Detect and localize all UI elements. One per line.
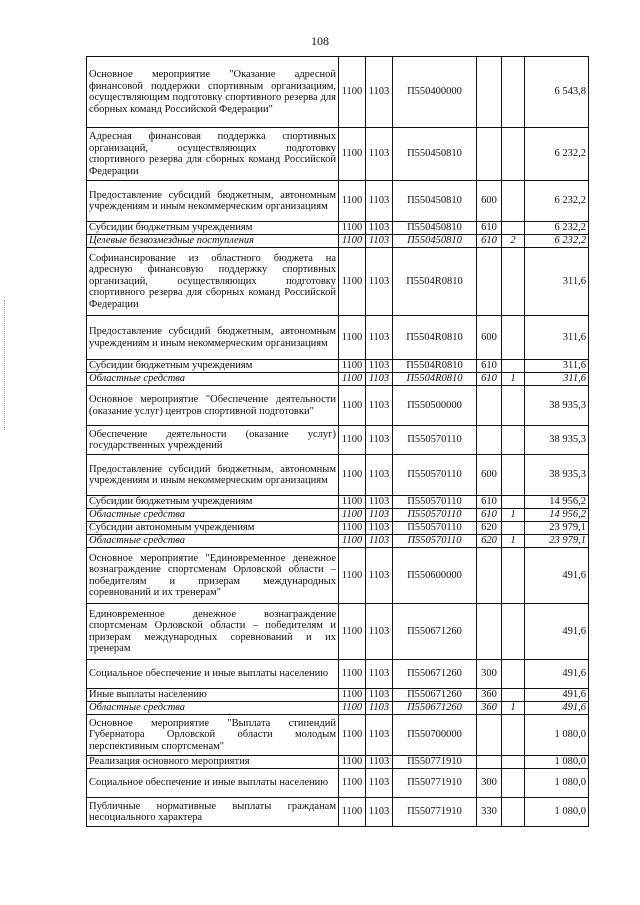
row-name-cell: Реализация основного мероприятия xyxy=(87,756,339,769)
row-source-cell xyxy=(502,660,525,689)
row-name-cell: Обеспечение деятельности (оказание услуг) государственных учреждений xyxy=(87,426,339,455)
row-name-cell: Основное мероприятие "Единовременное денежное вознаграждение спортсменам Орловской области – победителям и призерам международных соревнований и их тренерам" xyxy=(87,548,339,604)
row-subsection-cell: 1103 xyxy=(366,455,393,496)
table-row xyxy=(87,235,589,248)
row-target-article-cell: П550450810 xyxy=(393,181,477,222)
row-section-cell: 1100 xyxy=(339,426,366,455)
row-amount-cell: 491,6 xyxy=(525,604,589,660)
row-source-cell xyxy=(502,181,525,222)
row-subsection-cell: 1103 xyxy=(366,756,393,769)
row-expense-type-cell: 360 xyxy=(477,689,502,702)
row-subsection-cell: 1103 xyxy=(366,128,393,181)
row-name-cell: Областные средства xyxy=(87,702,339,715)
row-name-cell: Софинансирование из областного бюджета на адресную финансовую поддержку спортивных организаций, осуществляющих подготовку спортивного резерва для сборных команд Российской Федерации xyxy=(87,248,339,316)
row-source-cell xyxy=(502,128,525,181)
row-section-cell: 1100 xyxy=(339,548,366,604)
row-section-cell: 1100 xyxy=(339,756,366,769)
row-subsection-cell: 1103 xyxy=(366,769,393,798)
row-amount-cell: 491,6 xyxy=(525,548,589,604)
row-target-article-cell: П550600000 xyxy=(393,548,477,604)
row-amount-cell: 6 232,2 xyxy=(525,222,589,235)
table-row xyxy=(87,455,589,496)
row-section-cell: 1100 xyxy=(339,316,366,360)
row-subsection-cell: 1103 xyxy=(366,535,393,548)
row-section-cell: 1100 xyxy=(339,57,366,128)
row-source-cell xyxy=(502,57,525,128)
row-expense-type-cell: 600 xyxy=(477,455,502,496)
row-section-cell: 1100 xyxy=(339,522,366,535)
table-row xyxy=(87,360,589,373)
row-expense-type-cell xyxy=(477,57,502,128)
row-subsection-cell: 1103 xyxy=(366,373,393,386)
row-target-article-cell: П550671260 xyxy=(393,702,477,715)
row-expense-type-cell xyxy=(477,715,502,756)
row-expense-type-cell: 610 xyxy=(477,235,502,248)
row-source-cell xyxy=(502,455,525,496)
row-target-article-cell: П550570110 xyxy=(393,535,477,548)
table-row xyxy=(87,769,589,798)
row-name-cell: Областные средства xyxy=(87,373,339,386)
row-expense-type-cell: 610 xyxy=(477,373,502,386)
table-row xyxy=(87,522,589,535)
row-target-article-cell: П550570110 xyxy=(393,455,477,496)
row-name-cell: Иные выплаты населению xyxy=(87,689,339,702)
row-section-cell: 1100 xyxy=(339,373,366,386)
row-expense-type-cell xyxy=(477,604,502,660)
row-target-article-cell: П5504R0810 xyxy=(393,373,477,386)
row-amount-cell: 14 956,2 xyxy=(525,509,589,522)
table-row xyxy=(87,798,589,827)
row-section-cell: 1100 xyxy=(339,769,366,798)
row-subsection-cell: 1103 xyxy=(366,702,393,715)
scan-edge-marks xyxy=(4,300,7,430)
row-name-cell: Предоставление субсидий бюджетным, автономным учреждениям и иным некоммерческим организациям xyxy=(87,181,339,222)
row-target-article-cell: П5504R0810 xyxy=(393,316,477,360)
row-amount-cell: 311,6 xyxy=(525,373,589,386)
row-name-cell: Основное мероприятие "Обеспечение деятельности (оказание услуг) центров спортивной подготовки" xyxy=(87,386,339,426)
row-expense-type-cell xyxy=(477,426,502,455)
table-row xyxy=(87,181,589,222)
table-row xyxy=(87,604,589,660)
row-subsection-cell: 1103 xyxy=(366,604,393,660)
row-section-cell: 1100 xyxy=(339,222,366,235)
row-amount-cell: 311,6 xyxy=(525,248,589,316)
row-section-cell: 1100 xyxy=(339,604,366,660)
row-name-cell: Субсидии автономным учреждениям xyxy=(87,522,339,535)
row-target-article-cell: П550771910 xyxy=(393,769,477,798)
row-target-article-cell: П550671260 xyxy=(393,604,477,660)
row-name-cell: Адресная финансовая поддержка спортивных организаций, осуществляющих подготовку спортивного резерва для сборных команд Российской Федерации xyxy=(87,128,339,181)
row-amount-cell: 1 080,0 xyxy=(525,756,589,769)
row-amount-cell: 491,6 xyxy=(525,689,589,702)
table-row xyxy=(87,248,589,316)
row-subsection-cell: 1103 xyxy=(366,248,393,316)
row-subsection-cell: 1103 xyxy=(366,715,393,756)
row-source-cell xyxy=(502,496,525,509)
row-subsection-cell: 1103 xyxy=(366,235,393,248)
row-name-cell: Субсидии бюджетным учреждениям xyxy=(87,360,339,373)
row-amount-cell: 14 956,2 xyxy=(525,496,589,509)
row-name-cell: Публичные нормативные выплаты гражданам несоциального характера xyxy=(87,798,339,827)
row-source-cell xyxy=(502,522,525,535)
row-amount-cell: 6 232,2 xyxy=(525,181,589,222)
row-name-cell: Областные средства xyxy=(87,535,339,548)
table-row xyxy=(87,689,589,702)
row-name-cell: Субсидии бюджетным учреждениям xyxy=(87,496,339,509)
row-expense-type-cell: 600 xyxy=(477,181,502,222)
row-source-cell xyxy=(502,426,525,455)
row-section-cell: 1100 xyxy=(339,535,366,548)
row-expense-type-cell: 620 xyxy=(477,522,502,535)
row-source-cell xyxy=(502,798,525,827)
row-name-cell: Единовременное денежное вознаграждение спортсменам Орловской области – победителям и призерам международных соревнований и их тренерам xyxy=(87,604,339,660)
row-expense-type-cell: 600 xyxy=(477,316,502,360)
row-source-cell xyxy=(502,386,525,426)
table-row xyxy=(87,222,589,235)
row-source-cell: 2 xyxy=(502,235,525,248)
row-amount-cell: 38 935,3 xyxy=(525,386,589,426)
row-source-cell xyxy=(502,248,525,316)
row-expense-type-cell: 620 xyxy=(477,535,502,548)
row-name-cell: Основное мероприятие "Оказание адресной финансовой поддержки спортивным организациям, осуществляющим подготовку спортивного резерва для сборных команд Российской Федерации" xyxy=(87,57,339,128)
row-source-cell xyxy=(502,715,525,756)
table-row xyxy=(87,660,589,689)
row-source-cell xyxy=(502,604,525,660)
row-expense-type-cell: 330 xyxy=(477,798,502,827)
row-expense-type-cell: 360 xyxy=(477,702,502,715)
row-section-cell: 1100 xyxy=(339,660,366,689)
row-target-article-cell: П550570110 xyxy=(393,509,477,522)
row-section-cell: 1100 xyxy=(339,798,366,827)
row-source-cell xyxy=(502,316,525,360)
row-subsection-cell: 1103 xyxy=(366,360,393,373)
table-row xyxy=(87,702,589,715)
row-target-article-cell: П550570110 xyxy=(393,522,477,535)
table-row xyxy=(87,128,589,181)
row-target-article-cell: П550671260 xyxy=(393,660,477,689)
page-number: 108 xyxy=(311,34,329,48)
table-row xyxy=(87,715,589,756)
row-amount-cell: 1 080,0 xyxy=(525,798,589,827)
row-section-cell: 1100 xyxy=(339,360,366,373)
row-amount-cell: 6 543,8 xyxy=(525,57,589,128)
row-amount-cell: 491,6 xyxy=(525,702,589,715)
row-subsection-cell: 1103 xyxy=(366,496,393,509)
row-section-cell: 1100 xyxy=(339,715,366,756)
row-expense-type-cell: 300 xyxy=(477,660,502,689)
row-subsection-cell: 1103 xyxy=(366,548,393,604)
row-target-article-cell: П550450810 xyxy=(393,235,477,248)
table-row xyxy=(87,548,589,604)
row-expense-type-cell xyxy=(477,128,502,181)
row-section-cell: 1100 xyxy=(339,386,366,426)
row-expense-type-cell: 300 xyxy=(477,769,502,798)
row-amount-cell: 311,6 xyxy=(525,360,589,373)
budget-table xyxy=(86,56,589,827)
row-section-cell: 1100 xyxy=(339,702,366,715)
row-source-cell xyxy=(502,548,525,604)
table-row xyxy=(87,316,589,360)
table-row xyxy=(87,756,589,769)
row-subsection-cell: 1103 xyxy=(366,689,393,702)
row-target-article-cell: П550500000 xyxy=(393,386,477,426)
row-target-article-cell: П5504R0810 xyxy=(393,360,477,373)
row-amount-cell: 491,6 xyxy=(525,660,589,689)
row-name-cell: Предоставление субсидий бюджетным, автономным учреждениям и иным некоммерческим организациям xyxy=(87,455,339,496)
row-amount-cell: 38 935,3 xyxy=(525,455,589,496)
row-source-cell: 1 xyxy=(502,373,525,386)
row-subsection-cell: 1103 xyxy=(366,660,393,689)
row-source-cell xyxy=(502,222,525,235)
row-amount-cell: 1 080,0 xyxy=(525,715,589,756)
row-target-article-cell: П550570110 xyxy=(393,426,477,455)
row-source-cell xyxy=(502,756,525,769)
row-source-cell: 1 xyxy=(502,535,525,548)
row-section-cell: 1100 xyxy=(339,455,366,496)
table-row xyxy=(87,373,589,386)
row-target-article-cell: П550700000 xyxy=(393,715,477,756)
row-name-cell: Субсидии бюджетным учреждениям xyxy=(87,222,339,235)
row-target-article-cell: П550671260 xyxy=(393,689,477,702)
row-section-cell: 1100 xyxy=(339,181,366,222)
row-subsection-cell: 1103 xyxy=(366,509,393,522)
row-amount-cell: 23 979,1 xyxy=(525,535,589,548)
row-target-article-cell: П550450810 xyxy=(393,222,477,235)
table-row xyxy=(87,509,589,522)
row-source-cell: 1 xyxy=(502,509,525,522)
row-name-cell: Социальное обеспечение и иные выплаты населению xyxy=(87,660,339,689)
row-subsection-cell: 1103 xyxy=(366,426,393,455)
row-target-article-cell: П5504R0810 xyxy=(393,248,477,316)
row-subsection-cell: 1103 xyxy=(366,222,393,235)
row-subsection-cell: 1103 xyxy=(366,798,393,827)
row-name-cell: Основное мероприятие "Выплата стипендий Губернатора Орловской области молодым перспективным спортсменам" xyxy=(87,715,339,756)
row-source-cell xyxy=(502,689,525,702)
row-target-article-cell: П550771910 xyxy=(393,798,477,827)
row-subsection-cell: 1103 xyxy=(366,57,393,128)
row-expense-type-cell: 610 xyxy=(477,509,502,522)
row-amount-cell: 23 979,1 xyxy=(525,522,589,535)
row-expense-type-cell xyxy=(477,548,502,604)
row-name-cell: Областные средства xyxy=(87,509,339,522)
row-source-cell: 1 xyxy=(502,702,525,715)
row-subsection-cell: 1103 xyxy=(366,386,393,426)
row-subsection-cell: 1103 xyxy=(366,316,393,360)
row-expense-type-cell: 610 xyxy=(477,496,502,509)
row-source-cell xyxy=(502,360,525,373)
row-target-article-cell: П550450810 xyxy=(393,128,477,181)
row-expense-type-cell xyxy=(477,386,502,426)
row-subsection-cell: 1103 xyxy=(366,522,393,535)
table-row xyxy=(87,535,589,548)
row-name-cell: Социальное обеспечение и иные выплаты населению xyxy=(87,769,339,798)
row-target-article-cell: П550400000 xyxy=(393,57,477,128)
row-section-cell: 1100 xyxy=(339,496,366,509)
row-expense-type-cell xyxy=(477,756,502,769)
row-source-cell xyxy=(502,769,525,798)
row-name-cell: Целевые безвозмездные поступления xyxy=(87,235,339,248)
table-row xyxy=(87,386,589,426)
row-section-cell: 1100 xyxy=(339,128,366,181)
row-amount-cell: 6 232,2 xyxy=(525,128,589,181)
row-section-cell: 1100 xyxy=(339,509,366,522)
row-expense-type-cell: 610 xyxy=(477,222,502,235)
table-row xyxy=(87,426,589,455)
row-target-article-cell: П550771910 xyxy=(393,756,477,769)
row-target-article-cell: П550570110 xyxy=(393,496,477,509)
row-name-cell: Предоставление субсидий бюджетным, автономным учреждениям и иным некоммерческим организациям xyxy=(87,316,339,360)
row-subsection-cell: 1103 xyxy=(366,181,393,222)
row-section-cell: 1100 xyxy=(339,689,366,702)
row-amount-cell: 6 232,2 xyxy=(525,235,589,248)
table-row xyxy=(87,496,589,509)
row-expense-type-cell xyxy=(477,248,502,316)
row-expense-type-cell: 610 xyxy=(477,360,502,373)
row-amount-cell: 38 935,3 xyxy=(525,426,589,455)
row-amount-cell: 1 080,0 xyxy=(525,769,589,798)
row-section-cell: 1100 xyxy=(339,248,366,316)
row-amount-cell: 311,6 xyxy=(525,316,589,360)
table-row xyxy=(87,57,589,128)
row-section-cell: 1100 xyxy=(339,235,366,248)
